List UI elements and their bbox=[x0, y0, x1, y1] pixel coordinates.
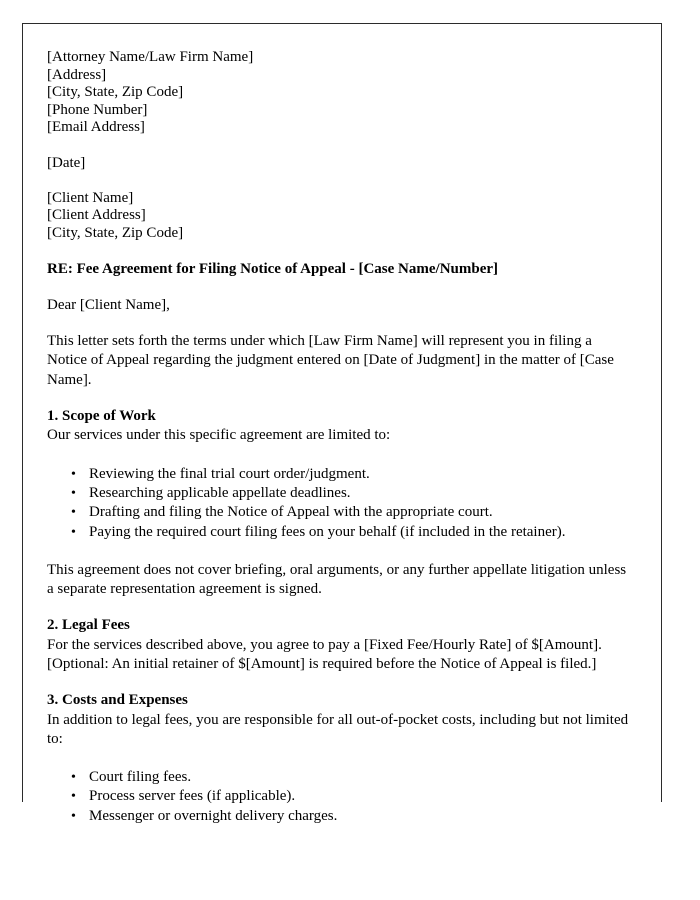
spacer-before-section-1 bbox=[47, 390, 635, 407]
document-body bbox=[47, 49, 635, 826]
section-2-body: For the services described above, you agree to pay a [Fixed Fee/Hourly Rate] of $[Amount]. [Optional: An initial retainer of $[Amount] is required before the Notice of Appeal is filed.] bbox=[47, 636, 602, 672]
subject-line: RE: Fee Agreement for Filing Notice of Appeal - [Case Name/Number] bbox=[47, 260, 499, 277]
list-item: • Reviewing the final trial court order/judgment. bbox=[89, 465, 635, 484]
sender-line-phone: [Phone Number] bbox=[47, 101, 148, 118]
document-page bbox=[22, 23, 662, 824]
spacer-before-section-3 bbox=[47, 674, 635, 691]
section-1-closing-paragraph: This agreement does not cover briefing, oral arguments, or any further appellate litigation unless a separate representation agreement is signed. bbox=[47, 561, 627, 598]
spacer-before-subject bbox=[47, 243, 635, 260]
section-1-heading: 1. Scope of Work bbox=[47, 408, 156, 425]
section-3-heading: 3. Costs and Expenses bbox=[47, 692, 188, 709]
sender-line-address: [Address] bbox=[47, 66, 107, 83]
list-item: • Drafting and filing the Notice of Appeal with the appropriate court. bbox=[89, 503, 635, 522]
recipient-address-block bbox=[47, 190, 635, 243]
sender-address-block bbox=[47, 49, 635, 137]
list-item: • Process server fees (if applicable). bbox=[89, 787, 635, 806]
section-1-intro: Our services under this specific agreement are limited to: bbox=[47, 427, 391, 444]
section-2-heading: 2. Legal Fees bbox=[47, 617, 130, 634]
section-3-bullet-list bbox=[47, 768, 635, 826]
spacer-before-salutation bbox=[47, 279, 635, 296]
section-1-bullet-list bbox=[47, 465, 635, 542]
spacer-after-date bbox=[47, 172, 635, 190]
spacer-before-section-1-bullets bbox=[47, 446, 635, 465]
spacer-after-sender bbox=[47, 137, 635, 155]
salutation: Dear [Client Name], bbox=[47, 296, 170, 313]
sender-line-city: [City, State, Zip Code] bbox=[47, 84, 184, 101]
list-item: • Messenger or overnight delivery charges. bbox=[89, 807, 635, 826]
spacer-before-section-2 bbox=[47, 599, 635, 616]
list-item: • Court filing fees. bbox=[89, 768, 635, 787]
date-block bbox=[47, 155, 635, 173]
list-item: • Paying the required court filing fees on your behalf (if included in the retainer). bbox=[89, 523, 635, 542]
recipient-line-city: [City, State, Zip Code] bbox=[47, 224, 184, 241]
spacer-before-section-3-bullets bbox=[47, 749, 635, 768]
spacer-before-section-1-closing bbox=[47, 542, 635, 561]
recipient-line-address: [Client Address] bbox=[47, 207, 146, 224]
date-text: [Date] bbox=[47, 154, 86, 171]
section-3-intro: In addition to legal fees, you are responsible for all out-of-pocket costs, including but not limited to: bbox=[47, 711, 629, 747]
list-item: • Researching applicable appellate deadlines. bbox=[89, 484, 635, 503]
spacer-before-intro bbox=[47, 315, 635, 332]
recipient-line-name: [Client Name] bbox=[47, 189, 134, 206]
intro-paragraph: This letter sets forth the terms under which [Law Firm Name] will represent you in filing a Notice of Appeal regarding the judgment entered on [Date of Judgment] in the matter of [Case Name]. bbox=[47, 333, 614, 388]
sender-line-email: [Email Address] bbox=[47, 119, 145, 136]
sender-line-firm: [Attorney Name/Law Firm Name] bbox=[47, 49, 254, 65]
